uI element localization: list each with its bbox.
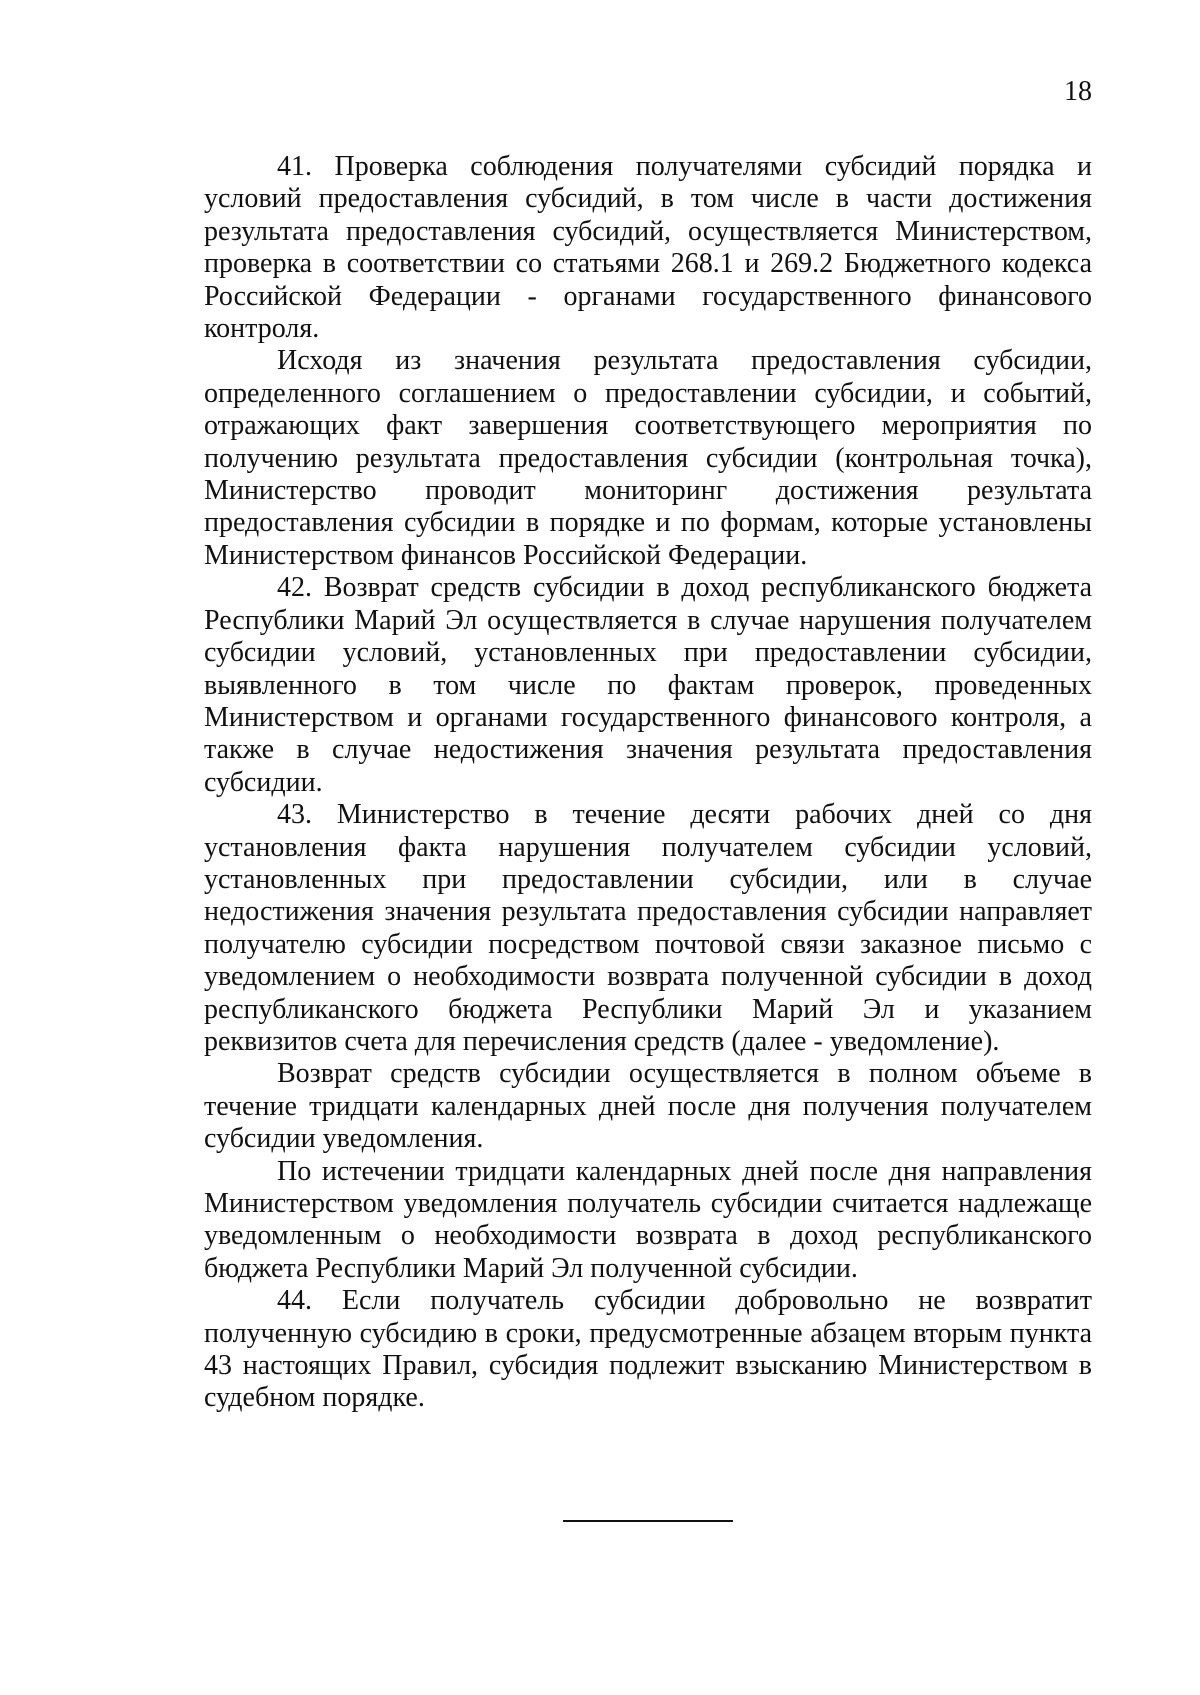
page-number: 18 xyxy=(1064,76,1092,107)
paragraph-43: 43. Министерство в течение десяти рабочих дней со дня установления факта нарушения получателем субсидии условий, установленных при предоставлении субсидии, или в случае недостижения значения результата предоставления субсидии направляет получателю субсидии посредством почтовой связи заказное письмо с уведомлением о необходимости возврата полученной субсидии в доход республиканского бюджета Республики Марий Эл и указанием реквизитов счета для перечисления средств (далее - уведомление). xyxy=(204,799,1092,1057)
end-of-document-rule xyxy=(563,1520,733,1522)
document-body xyxy=(204,151,1092,1415)
paragraph-42: 42. Возврат средств субсидии в доход республиканского бюджета Республики Марий Эл осуществляется в случае нарушения получателем субсидии условий, установленных при предоставлении субсидии, выявленного в том числе по фактам проверок, проведенных Министерством и органами государственного финансового контроля, а также в случае недостижения значения результата предоставления субсидии. xyxy=(204,572,1092,798)
paragraph-notification: По истечении тридцати календарных дней после дня направления Министерством уведомления получатель субсидии считается надлежаще уведомленным о необходимости возврата в доход республиканского бюджета Республики Марий Эл полученной субсидии. xyxy=(204,1155,1092,1284)
paragraph-44: 44. Если получатель субсидии добровольно не возвратит полученную субсидию в сроки, предусмотренные абзацем вторым пункта 43 настоящих Правил, субсидия подлежит взысканию Министерством в судебном порядке. xyxy=(204,1285,1092,1414)
paragraph-monitoring: Исходя из значения результата предоставления субсидии, определенного соглашением о предоставлении субсидии, и событий, отражающих факт завершения соответствующего мероприятия по получению результата предоставления субсидии (контрольная точка), Министерство проводит мониторинг достижения результата предоставления субсидии в порядке и по формам, которые установлены Министерством финансов Российской Федерации. xyxy=(204,345,1092,571)
paragraph-refund-term: Возврат средств субсидии осуществляется в полном объеме в течение тридцати календарных дней после дня получения получателем субсидии уведомления. xyxy=(204,1058,1092,1155)
paragraph-41: 41. Проверка соблюдения получателями субсидий порядка и условий предоставления субсидий, в том числе в части достижения результата предоставления субсидий, осуществляется Министерством, проверка в соответствии со статьями 268.1 и 269.2 Бюджетного кодекса Российской Федерации - органами государственного финансового контроля. xyxy=(204,151,1092,345)
